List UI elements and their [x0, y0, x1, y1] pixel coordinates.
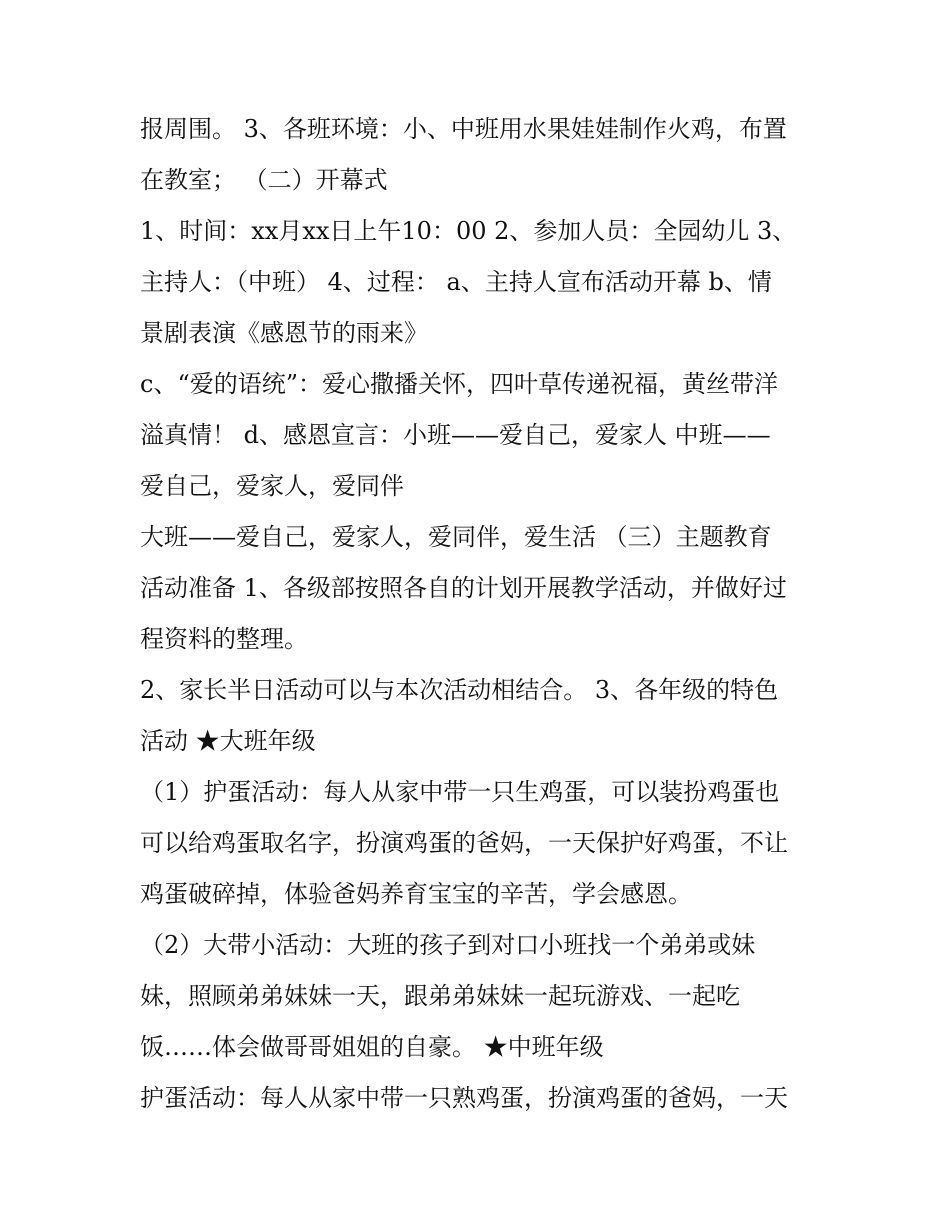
text-line: 主持人：（中班） 4、过程： a、主持人宣布活动开幕 b、情	[140, 268, 772, 296]
text-line: 报周围。 3、各班环境：小、中班用水果娃娃制作火鸡，布置	[140, 115, 787, 143]
text-line: （2）大带小活动：大班的孩子到对口小班找一个弟弟或妹	[140, 931, 756, 959]
text-line: （1）护蛋活动：每人从家中带一只生鸡蛋，可以装扮鸡蛋也	[140, 778, 780, 806]
text-line: 爱自己，爱家人，爱同伴	[140, 472, 404, 500]
text-line: 护蛋活动：每人从家中带一只熟鸡蛋，扮演鸡蛋的爸妈，一天	[140, 1084, 788, 1112]
text-line: 活动准备 1、各级部按照各自的计划开展教学活动，并做好过	[140, 574, 787, 602]
text-line: 妹，照顾弟弟妹妹一天，跟弟弟妹妹一起玩游戏、一起吃	[140, 982, 740, 1010]
text-line: 1、时间：xx月xx日上午10：00 2、参加人员：全园幼儿 3、	[140, 217, 797, 245]
text-line: 大班——爱自己，爱家人，爱同伴，爱生活 （三）主题教育	[140, 523, 772, 551]
text-line: 程资料的整理。	[140, 625, 308, 653]
text-line: 活动 ★大班年级	[140, 727, 316, 755]
text-line: 可以给鸡蛋取名字，扮演鸡蛋的爸妈，一天保护好鸡蛋，不让	[140, 829, 788, 857]
text-line: 饭……体会做哥哥姐姐的自豪。 ★中班年级	[140, 1033, 604, 1061]
body-text	[140, 104, 830, 1124]
text-line: 景剧表演《感恩节的雨来》	[140, 319, 428, 347]
text-line: 2、家长半日活动可以与本次活动相结合。 3、各年级的特色	[140, 676, 779, 704]
text-line: c、“爱的语统”：爱心撒播关怀，四叶草传递祝福，黄丝带洋	[140, 370, 778, 398]
text-line: 鸡蛋破碎掉，体验爸妈养育宝宝的辛苦，学会感恩。	[140, 880, 692, 908]
text-line: 溢真情！ d、感恩宣言：小班——爱自己，爱家人 中班——	[140, 421, 771, 449]
text-line: 在教室； （二）开幕式	[140, 166, 388, 194]
